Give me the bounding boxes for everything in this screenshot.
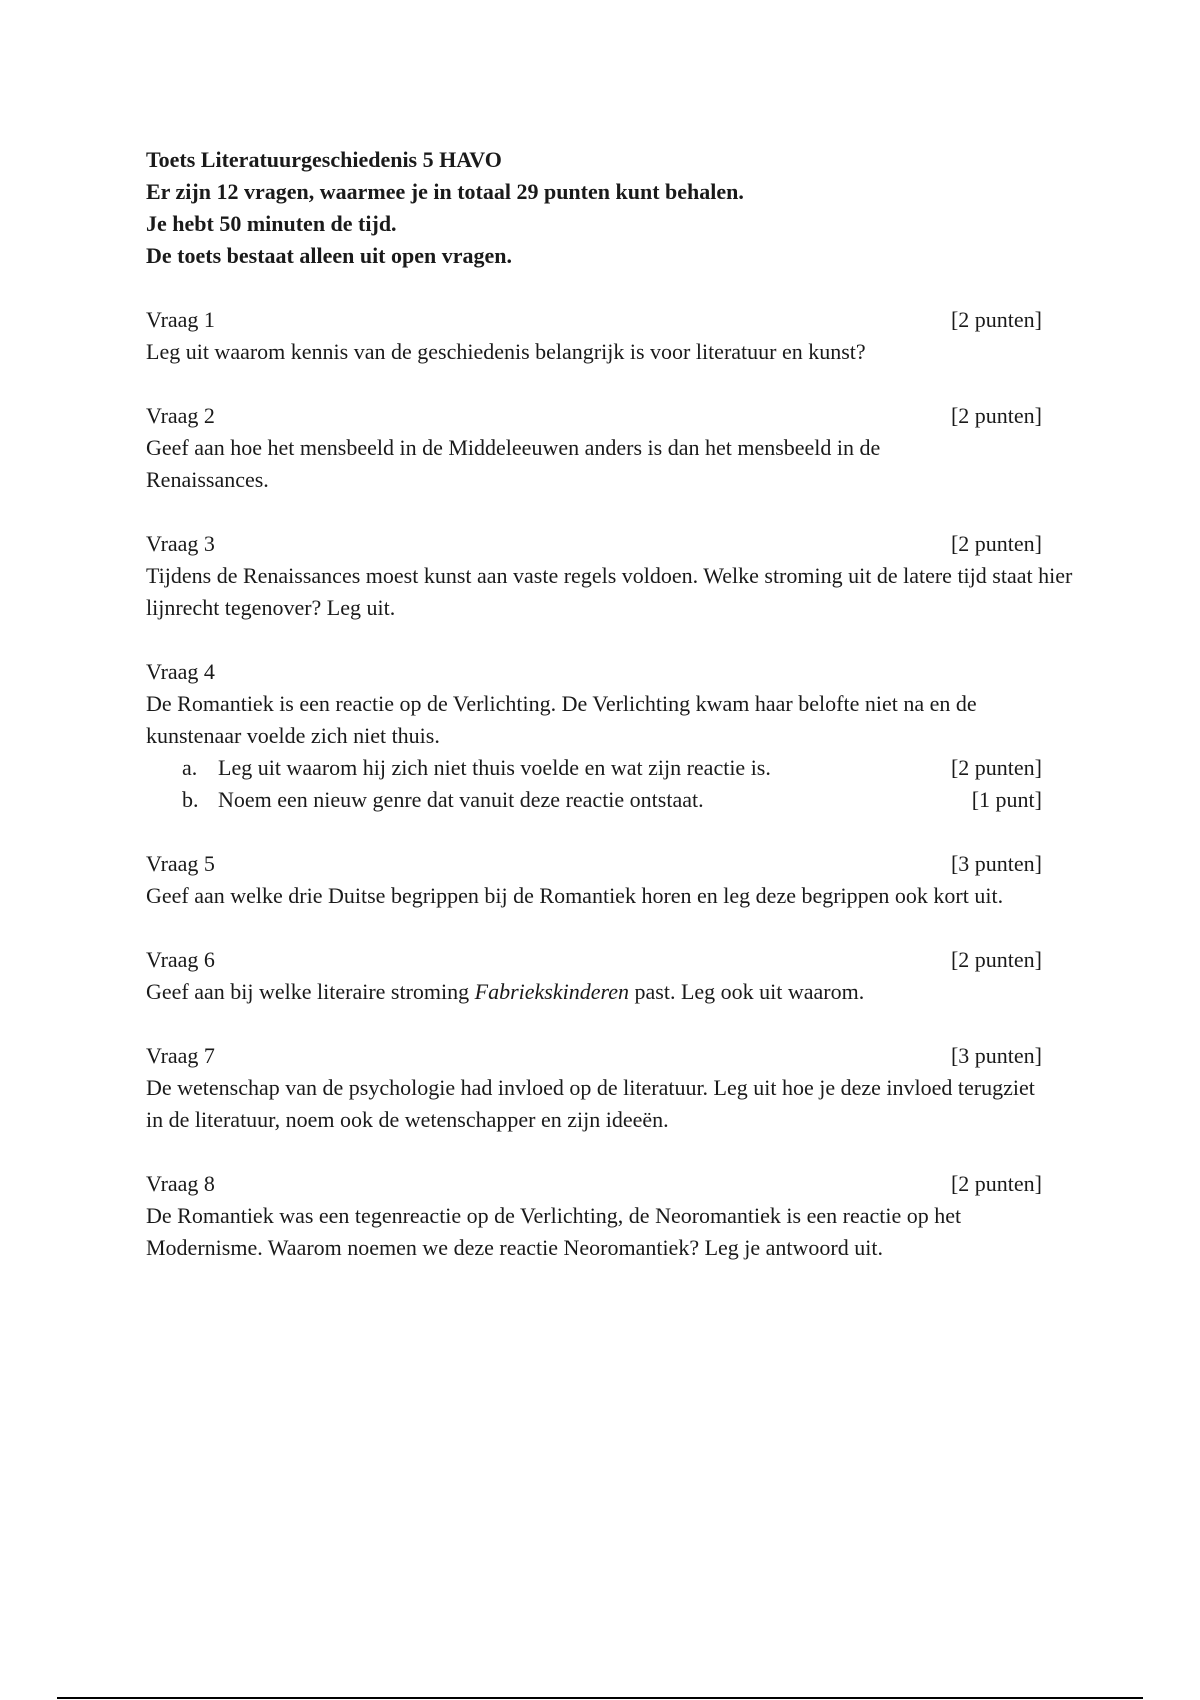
question-header — [146, 528, 1042, 560]
question-points: [2 punten] — [950, 307, 1042, 332]
question-header — [146, 848, 1042, 880]
test-format: De toets bestaat alleen uit open vragen. — [146, 243, 513, 268]
question-header — [146, 400, 1042, 432]
sub-question-points: [1 punt] — [971, 787, 1042, 812]
question-text — [146, 976, 1086, 1008]
question-text: Tijdens de Renaissances moest kunst aan vaste regels voldoen. Welke stroming uit de latere tijd staat hier lijnrecht tegenover? Leg uit. — [146, 563, 1073, 620]
question-text: Leg uit waarom kennis van de geschiedenis belangrijk is voor literatuur en kunst? — [146, 339, 866, 364]
question-label: Vraag 4 — [146, 659, 215, 684]
question-text: De wetenschap van de psychologie had invloed op de literatuur. Leg uit hoe je deze invloed terugziet in de literatuur, noem ook de wetenschapper en zijn ideeën. — [146, 1075, 1035, 1132]
question-header — [146, 944, 1042, 976]
question-text: De Romantiek is een reactie op de Verlichting. De Verlichting kwam haar belofte niet na en de kunstenaar voelde zich niet thuis. — [146, 691, 977, 748]
test-title: Toets Literatuurgeschiedenis 5 HAVO — [146, 147, 502, 172]
test-header — [146, 144, 1086, 272]
question-label: Vraag 5 — [146, 851, 215, 876]
sub-question-letter: b. — [182, 787, 199, 812]
question-points: [2 punten] — [950, 1171, 1042, 1196]
question-text: Geef aan hoe het mensbeeld in de Middeleeuwen anders is dan het mensbeeld in de Renaissances. — [146, 435, 881, 492]
sub-question-points: [2 punten] — [950, 755, 1042, 780]
question-label: Vraag 1 — [146, 307, 215, 332]
question-1 — [146, 304, 1086, 368]
question-header — [146, 1040, 1042, 1072]
sub-question-text: Leg uit waarom hij zich niet thuis voelde en wat zijn reactie is. — [218, 755, 771, 780]
sub-question-text: Noem een nieuw genre dat vanuit deze reactie ontstaat. — [218, 787, 704, 812]
sub-question-a — [146, 752, 1042, 784]
test-duration: Je hebt 50 minuten de tijd. — [146, 211, 397, 236]
question-label: Vraag 3 — [146, 531, 215, 556]
question-points: [3 punten] — [950, 1043, 1042, 1068]
test-question-count: Er zijn 12 vragen, waarmee je in totaal 29 punten kunt behalen. — [146, 179, 744, 204]
question-points: [2 punten] — [950, 531, 1042, 556]
question-8 — [146, 1168, 1086, 1264]
question-text: Geef aan welke drie Duitse begrippen bij de Romantiek horen en leg deze begrippen ook kort uit. — [146, 883, 1004, 908]
question-4 — [146, 656, 1086, 816]
question-header — [146, 1168, 1042, 1200]
document-content — [146, 144, 1086, 1296]
question-6 — [146, 944, 1086, 1008]
question-header — [146, 656, 1042, 688]
footer-divider — [57, 1697, 1143, 1699]
question-label: Vraag 7 — [146, 1043, 215, 1068]
question-label: Vraag 6 — [146, 947, 215, 972]
question-2 — [146, 400, 1086, 496]
sub-question-b — [146, 784, 1042, 816]
book-title: Fabriekskinderen — [474, 979, 630, 1004]
sub-question-list — [146, 752, 1086, 816]
question-text-end: past. Leg ook uit waarom. — [629, 979, 865, 1004]
question-points: [3 punten] — [950, 851, 1042, 876]
question-text-start: Geef aan bij welke literaire stroming — [146, 979, 475, 1004]
question-label: Vraag 2 — [146, 403, 215, 428]
sub-question-letter: a. — [182, 755, 198, 780]
question-points: [2 punten] — [950, 947, 1042, 972]
question-5 — [146, 848, 1086, 912]
question-7 — [146, 1040, 1086, 1136]
question-text: De Romantiek was een tegenreactie op de Verlichting, de Neoromantiek is een reactie op het Modernisme. Waarom noemen we deze reactie Neoromantiek? Leg je antwoord uit. — [146, 1203, 962, 1260]
question-3 — [146, 528, 1086, 624]
question-label: Vraag 8 — [146, 1171, 215, 1196]
question-header — [146, 304, 1042, 336]
question-points: [2 punten] — [950, 403, 1042, 428]
